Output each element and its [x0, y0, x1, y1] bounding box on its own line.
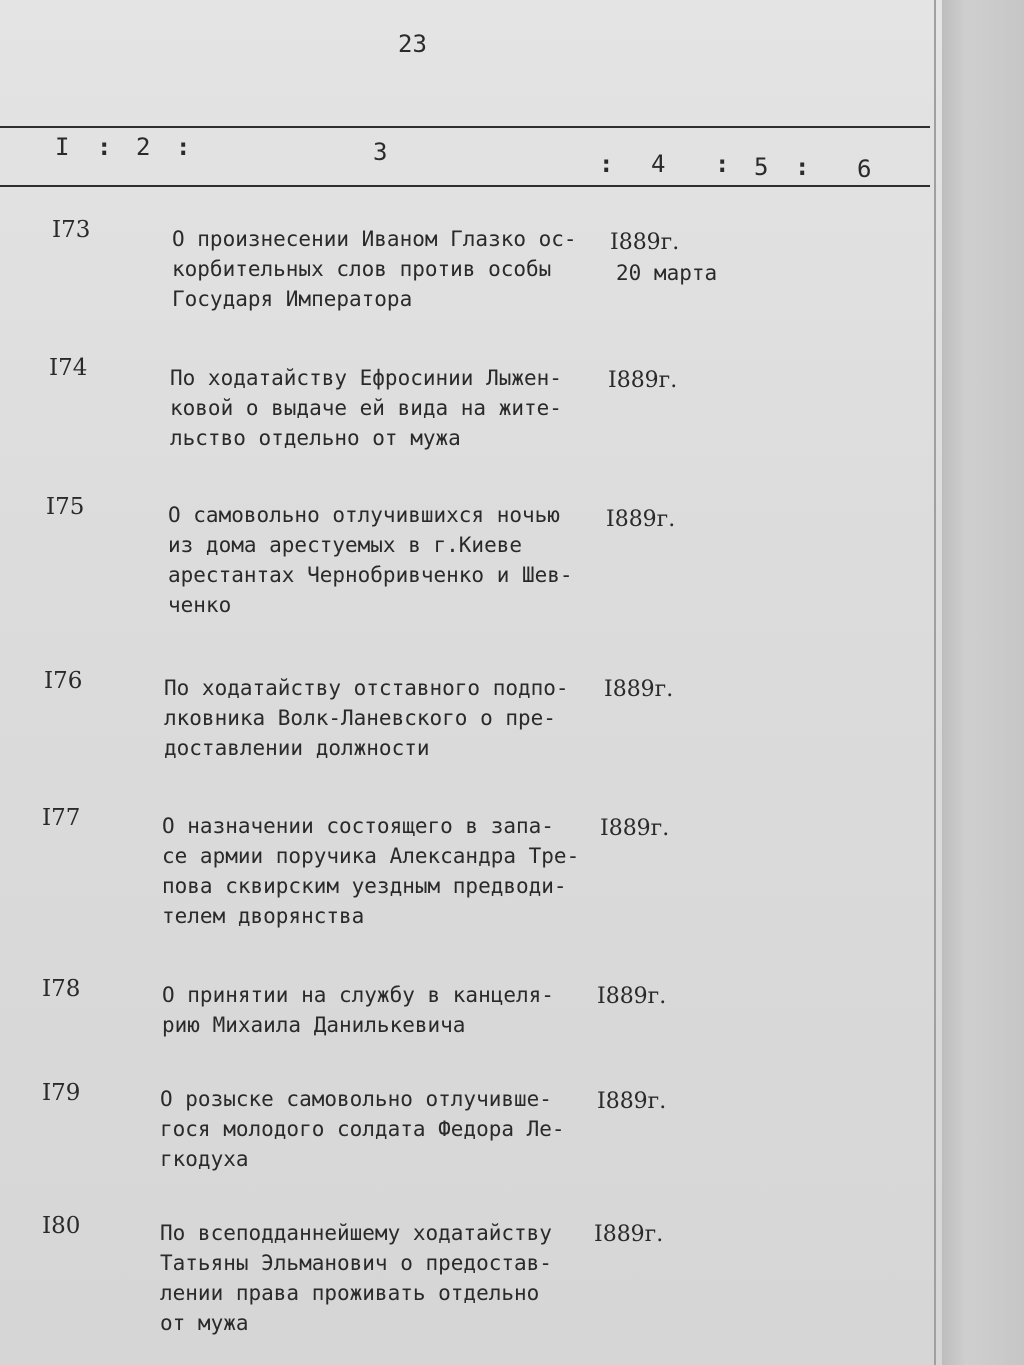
entry-year: I889г. [597, 984, 667, 1009]
entry-line: По ходатайству Ефросинии Лыжен- [170, 366, 562, 390]
entry-description [168, 500, 638, 620]
column-separator: : [176, 133, 191, 161]
entry-line: из дома арестуемых в г.Киеве [168, 533, 523, 557]
entry-year: I889г. [606, 507, 676, 532]
entry-date [597, 1087, 666, 1117]
entry-line: О произнесении Иваном Глазко ос- [172, 227, 577, 251]
entry-line: О назначении состоящего в запа- [162, 814, 554, 838]
column-separator: : [795, 153, 810, 181]
entry-number: I75 [46, 494, 85, 520]
entry-number: I79 [42, 1080, 81, 1106]
column-header-6: 6 [857, 155, 872, 183]
entry-description [170, 363, 640, 453]
entry-line: льство отдельно от мужа [170, 426, 461, 450]
entry-description [160, 1084, 630, 1174]
entry-number: I76 [44, 668, 83, 694]
page-edge [934, 0, 936, 1365]
entry-line: от мужа [160, 1311, 249, 1335]
column-header-3: 3 [373, 138, 388, 166]
entry-line: По всеподданнейшему ходатайству [160, 1221, 552, 1245]
entry-line: гося молодого солдата Федора Ле- [160, 1117, 565, 1141]
entry-number: I80 [42, 1213, 81, 1239]
entry-line: лковника Волк-Ланевского о пре- [164, 706, 556, 730]
column-separator: : [97, 133, 112, 161]
entry-date [600, 814, 669, 844]
entry-year: I889г. [597, 1089, 667, 1114]
entry-year: I889г. [608, 368, 678, 393]
entry-line: лении права проживать отдельно [160, 1281, 540, 1305]
entry-line: Государя Императора [172, 287, 413, 311]
entry-line: рию Михаила Данилькевича [162, 1013, 466, 1037]
entry-line: пова сквирским уездным предводи- [162, 874, 567, 898]
page-number: 23 [398, 30, 427, 58]
entry-description [164, 673, 634, 763]
entry-date [597, 982, 666, 1012]
entry-date [606, 505, 675, 535]
entry-line: ковой о выдаче ей вида на жите- [170, 396, 562, 420]
entry-description [172, 224, 642, 314]
entry-line: ченко [168, 593, 232, 617]
entry-date [604, 675, 673, 705]
header-top-rule [0, 126, 930, 128]
column-header-2: 2 [136, 133, 151, 161]
entry-line: арестантах Чернобривченко и Шев- [168, 563, 573, 587]
entry-year: I889г. [604, 677, 674, 702]
entry-line: По ходатайству отставного подпо- [164, 676, 569, 700]
entry-number: I74 [49, 355, 88, 381]
entry-number: I77 [42, 805, 81, 831]
entry-day: 20 марта [616, 261, 718, 285]
entry-line: Татьяны Эльманович о предостав- [160, 1251, 552, 1275]
column-header-1: I [55, 133, 70, 161]
entry-line: О принятии на службу в канцеля- [162, 983, 554, 1007]
header-bottom-rule [0, 185, 930, 187]
entry-description [162, 980, 632, 1040]
column-separator: : [715, 150, 730, 178]
entry-date [608, 366, 677, 396]
entry-line: корбительных слов против особы [172, 257, 552, 281]
column-header-5: 5 [754, 153, 769, 181]
entry-date [610, 228, 717, 288]
entry-year: I889г. [600, 816, 670, 841]
entry-year: I889г. [610, 230, 680, 255]
entry-line: гкодуха [160, 1147, 249, 1171]
entry-number: I73 [52, 217, 91, 243]
column-separator: : [599, 150, 614, 178]
entry-line: телем дворянства [162, 904, 365, 928]
entry-description [160, 1218, 630, 1338]
entry-year: I889г. [594, 1222, 664, 1247]
entry-line: доставлении должности [164, 736, 430, 760]
next-page-edge [942, 0, 1024, 1365]
entry-date [594, 1220, 663, 1250]
entry-description [162, 811, 632, 931]
entry-line: О самовольно отлучившихся ночью [168, 503, 560, 527]
column-header-4: 4 [651, 150, 666, 178]
entry-number: I78 [42, 976, 81, 1002]
entry-line: се армии поручика Александра Тре- [162, 844, 580, 868]
entry-line: О розыске самовольно отлучивше- [160, 1087, 552, 1111]
